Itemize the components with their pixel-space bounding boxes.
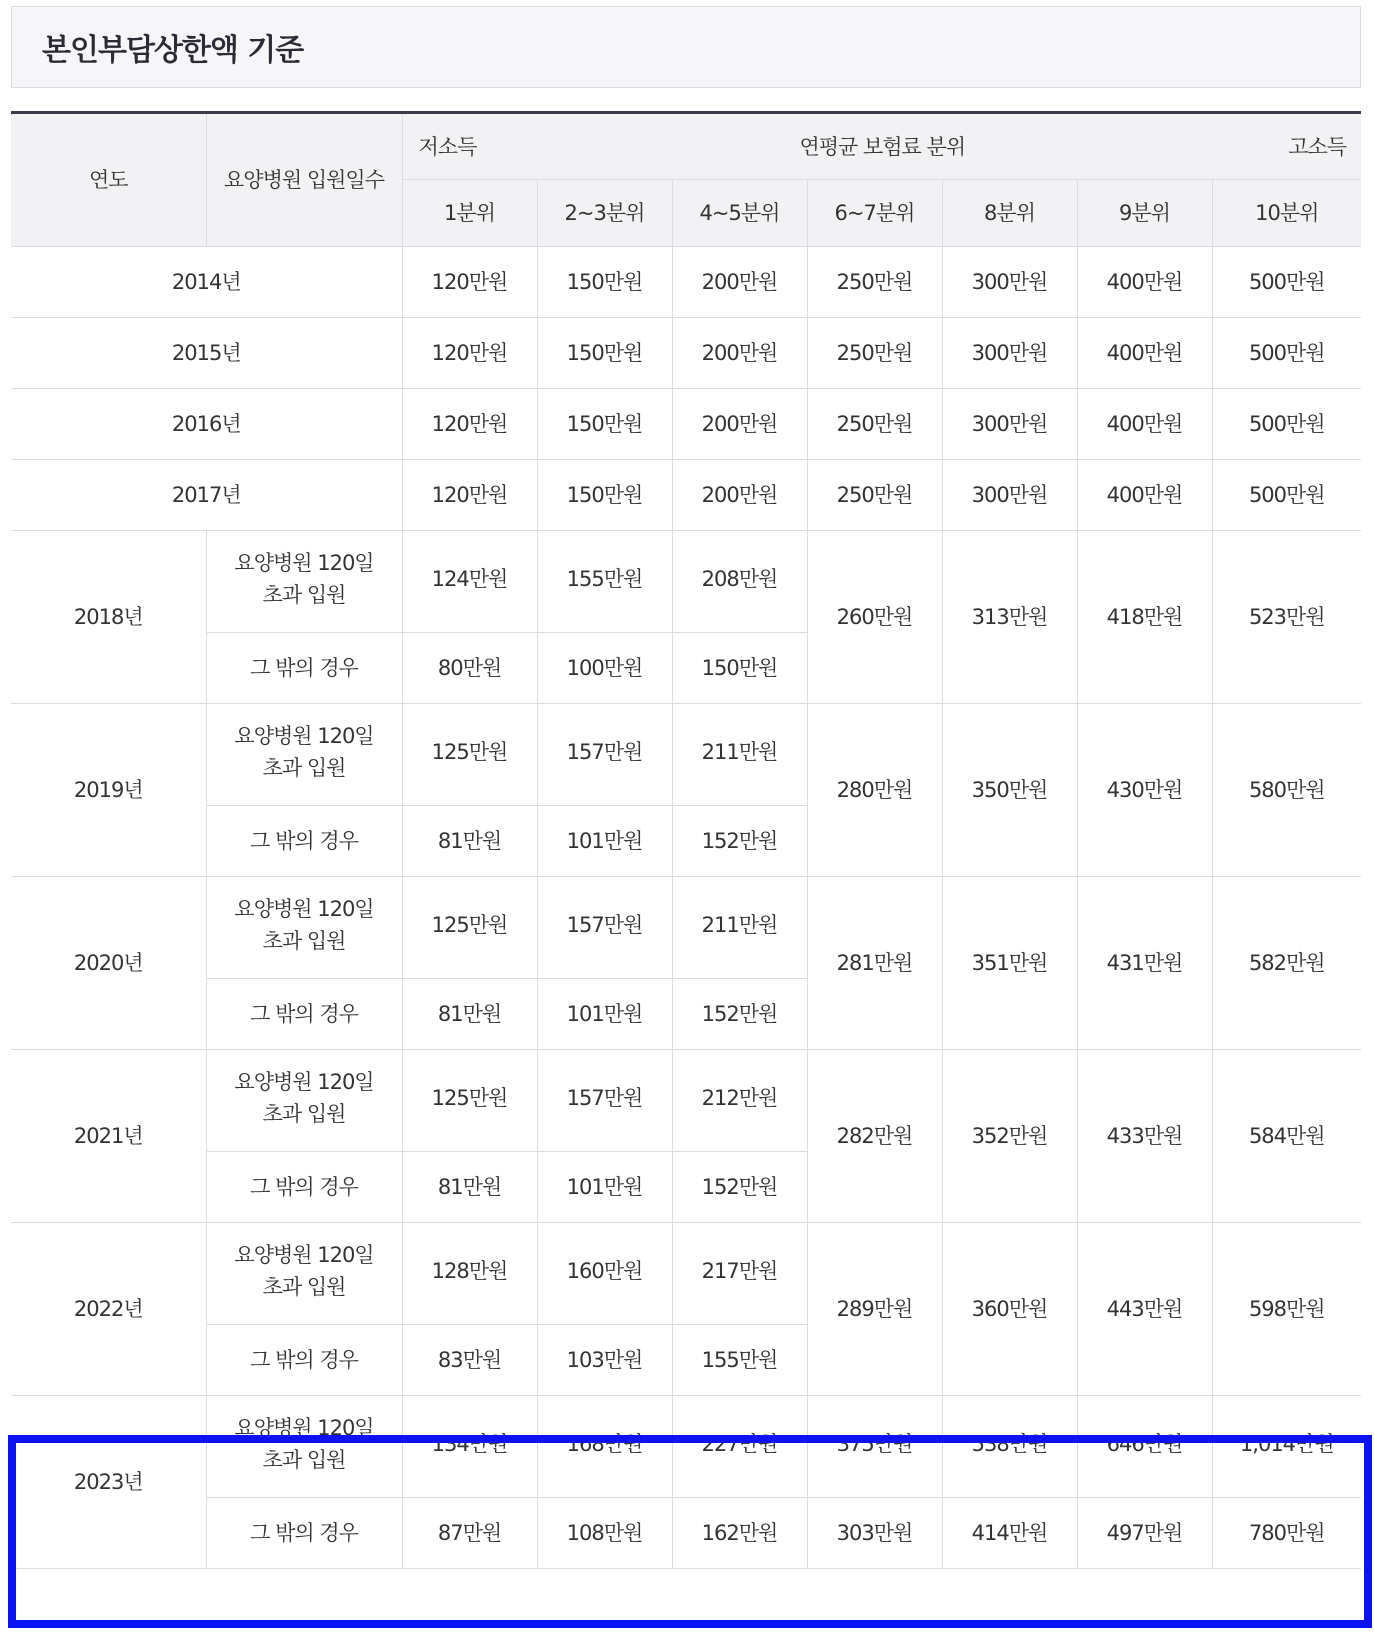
table-row [11, 318, 1361, 389]
value-cell: 400만원 [1077, 389, 1212, 460]
days-label-other: 그 밖의 경우 [206, 1325, 402, 1396]
value-cell: 289만원 [807, 1223, 942, 1396]
value-cell: 282만원 [807, 1050, 942, 1223]
value-cell: 80만원 [402, 633, 537, 704]
days-label-line: 요양병원 120일 [234, 550, 374, 575]
table-row [11, 1396, 1361, 1498]
year-cell: 2018년 [11, 531, 206, 704]
value-cell: 101만원 [537, 979, 672, 1050]
table-row [11, 247, 1361, 318]
header-decile: 6~7분위 [807, 180, 942, 247]
value-cell: 108만원 [537, 1498, 672, 1569]
value-cell: 350만원 [942, 704, 1077, 877]
header-low-income: 저소득 [418, 134, 477, 159]
header-decile: 10분위 [1212, 180, 1361, 247]
value-cell: 120만원 [402, 389, 537, 460]
days-label-over-120 [206, 1223, 402, 1325]
value-cell: 101만원 [537, 806, 672, 877]
table-row [11, 704, 1361, 806]
value-cell: 1,014만원 [1212, 1396, 1361, 1498]
value-cell: 497만원 [1077, 1498, 1212, 1569]
value-cell: 120만원 [402, 460, 537, 531]
value-cell: 100만원 [537, 633, 672, 704]
value-cell: 281만원 [807, 877, 942, 1050]
value-cell: 260만원 [807, 531, 942, 704]
header-high-income: 고소득 [1288, 134, 1347, 159]
value-cell: 125만원 [402, 877, 537, 979]
value-cell: 124만원 [402, 531, 537, 633]
year-cell: 2020년 [11, 877, 206, 1050]
value-cell: 352만원 [942, 1050, 1077, 1223]
header-decile: 1분위 [402, 180, 537, 247]
value-cell: 157만원 [537, 1050, 672, 1152]
header-decile: 9분위 [1077, 180, 1212, 247]
value-cell: 538만원 [942, 1396, 1077, 1498]
header-decile: 2~3분위 [537, 180, 672, 247]
days-label-line: 요양병원 120일 [234, 1242, 374, 1267]
header-income-bracket [402, 113, 1361, 180]
value-cell: 157만원 [537, 877, 672, 979]
value-cell: 152만원 [672, 979, 807, 1050]
value-cell: 200만원 [672, 247, 807, 318]
value-cell: 134만원 [402, 1396, 537, 1498]
year-cell: 2019년 [11, 704, 206, 877]
value-cell: 150만원 [672, 633, 807, 704]
value-cell: 125만원 [402, 1050, 537, 1152]
header-premium-decile: 연평균 보험료 분위 [799, 134, 966, 159]
value-cell: 646만원 [1077, 1396, 1212, 1498]
value-cell: 500만원 [1212, 247, 1361, 318]
value-cell: 582만원 [1212, 877, 1361, 1050]
value-cell: 500만원 [1212, 318, 1361, 389]
value-cell: 81만원 [402, 1152, 537, 1223]
days-label-line: 요양병원 120일 [234, 723, 374, 748]
value-cell: 200만원 [672, 460, 807, 531]
value-cell: 128만원 [402, 1223, 537, 1325]
value-cell: 430만원 [1077, 704, 1212, 877]
days-label-other: 그 밖의 경우 [206, 1498, 402, 1569]
days-label-line: 요양병원 120일 [234, 1415, 374, 1440]
value-cell: 400만원 [1077, 460, 1212, 531]
value-cell: 200만원 [672, 389, 807, 460]
value-cell: 162만원 [672, 1498, 807, 1569]
value-cell: 150만원 [537, 460, 672, 531]
days-label-other: 그 밖의 경우 [206, 1152, 402, 1223]
value-cell: 780만원 [1212, 1498, 1361, 1569]
value-cell: 250만원 [807, 389, 942, 460]
page-title: 본인부담상한액 기준 [42, 33, 304, 68]
value-cell: 150만원 [537, 247, 672, 318]
value-cell: 300만원 [942, 318, 1077, 389]
value-cell: 523만원 [1212, 531, 1361, 704]
value-cell: 208만원 [672, 531, 807, 633]
days-label-over-120 [206, 704, 402, 806]
value-cell: 150만원 [537, 389, 672, 460]
value-cell: 81만원 [402, 979, 537, 1050]
value-cell: 101만원 [537, 1152, 672, 1223]
value-cell: 300만원 [942, 247, 1077, 318]
table-row [11, 1223, 1361, 1325]
value-cell: 500만원 [1212, 460, 1361, 531]
value-cell: 500만원 [1212, 389, 1361, 460]
table-body [11, 247, 1361, 1569]
value-cell: 200만원 [672, 318, 807, 389]
year-cell: 2022년 [11, 1223, 206, 1396]
days-label-over-120 [206, 531, 402, 633]
value-cell: 433만원 [1077, 1050, 1212, 1223]
value-cell: 211만원 [672, 877, 807, 979]
value-cell: 300만원 [942, 389, 1077, 460]
days-label-other: 그 밖의 경우 [206, 806, 402, 877]
days-label-line: 초과 입원 [262, 755, 346, 780]
days-label-line: 초과 입원 [262, 1447, 346, 1472]
value-cell: 300만원 [942, 460, 1077, 531]
value-cell: 414만원 [942, 1498, 1077, 1569]
days-label-over-120 [206, 877, 402, 979]
year-cell: 2015년 [11, 318, 402, 389]
copay-ceiling-table [11, 111, 1361, 1569]
value-cell: 250만원 [807, 318, 942, 389]
year-cell: 2016년 [11, 389, 402, 460]
value-cell: 431만원 [1077, 877, 1212, 1050]
table-row [11, 389, 1361, 460]
year-cell: 2023년 [11, 1396, 206, 1569]
days-label-line: 초과 입원 [262, 582, 346, 607]
value-cell: 418만원 [1077, 531, 1212, 704]
value-cell: 375만원 [807, 1396, 942, 1498]
value-cell: 598만원 [1212, 1223, 1361, 1396]
value-cell: 360만원 [942, 1223, 1077, 1396]
value-cell: 443만원 [1077, 1223, 1212, 1396]
value-cell: 280만원 [807, 704, 942, 877]
days-label-line: 초과 입원 [262, 1274, 346, 1299]
value-cell: 168만원 [537, 1396, 672, 1498]
value-cell: 250만원 [807, 247, 942, 318]
value-cell: 155만원 [672, 1325, 807, 1396]
value-cell: 87만원 [402, 1498, 537, 1569]
value-cell: 157만원 [537, 704, 672, 806]
title-box [11, 6, 1361, 88]
value-cell: 83만원 [402, 1325, 537, 1396]
year-cell: 2017년 [11, 460, 402, 531]
days-label-line: 요양병원 120일 [234, 1069, 374, 1094]
value-cell: 400만원 [1077, 247, 1212, 318]
value-cell: 150만원 [537, 318, 672, 389]
days-label-line: 초과 입원 [262, 928, 346, 953]
value-cell: 155만원 [537, 531, 672, 633]
days-label-over-120 [206, 1050, 402, 1152]
value-cell: 303만원 [807, 1498, 942, 1569]
value-cell: 212만원 [672, 1050, 807, 1152]
value-cell: 152만원 [672, 806, 807, 877]
days-label-line: 초과 입원 [262, 1101, 346, 1126]
header-decile: 8분위 [942, 180, 1077, 247]
value-cell: 120만원 [402, 318, 537, 389]
value-cell: 81만원 [402, 806, 537, 877]
days-label-other: 그 밖의 경우 [206, 979, 402, 1050]
header-decile: 4~5분위 [672, 180, 807, 247]
value-cell: 584만원 [1212, 1050, 1361, 1223]
days-label-line: 요양병원 120일 [234, 896, 374, 921]
value-cell: 227만원 [672, 1396, 807, 1498]
value-cell: 351만원 [942, 877, 1077, 1050]
value-cell: 125만원 [402, 704, 537, 806]
value-cell: 250만원 [807, 460, 942, 531]
value-cell: 211만원 [672, 704, 807, 806]
table-row [11, 531, 1361, 633]
value-cell: 120만원 [402, 247, 537, 318]
table-row [11, 460, 1361, 531]
table-row [11, 1498, 1361, 1569]
year-cell: 2014년 [11, 247, 402, 318]
value-cell: 400만원 [1077, 318, 1212, 389]
value-cell: 160만원 [537, 1223, 672, 1325]
header-year: 연도 [11, 113, 206, 247]
value-cell: 103만원 [537, 1325, 672, 1396]
value-cell: 152만원 [672, 1152, 807, 1223]
value-cell: 217만원 [672, 1223, 807, 1325]
days-label-other: 그 밖의 경우 [206, 633, 402, 704]
year-cell: 2021년 [11, 1050, 206, 1223]
days-label-over-120 [206, 1396, 402, 1498]
table-row [11, 1050, 1361, 1152]
value-cell: 580만원 [1212, 704, 1361, 877]
value-cell: 313만원 [942, 531, 1077, 704]
header-days: 요양병원 입원일수 [206, 113, 402, 247]
table-row [11, 877, 1361, 979]
